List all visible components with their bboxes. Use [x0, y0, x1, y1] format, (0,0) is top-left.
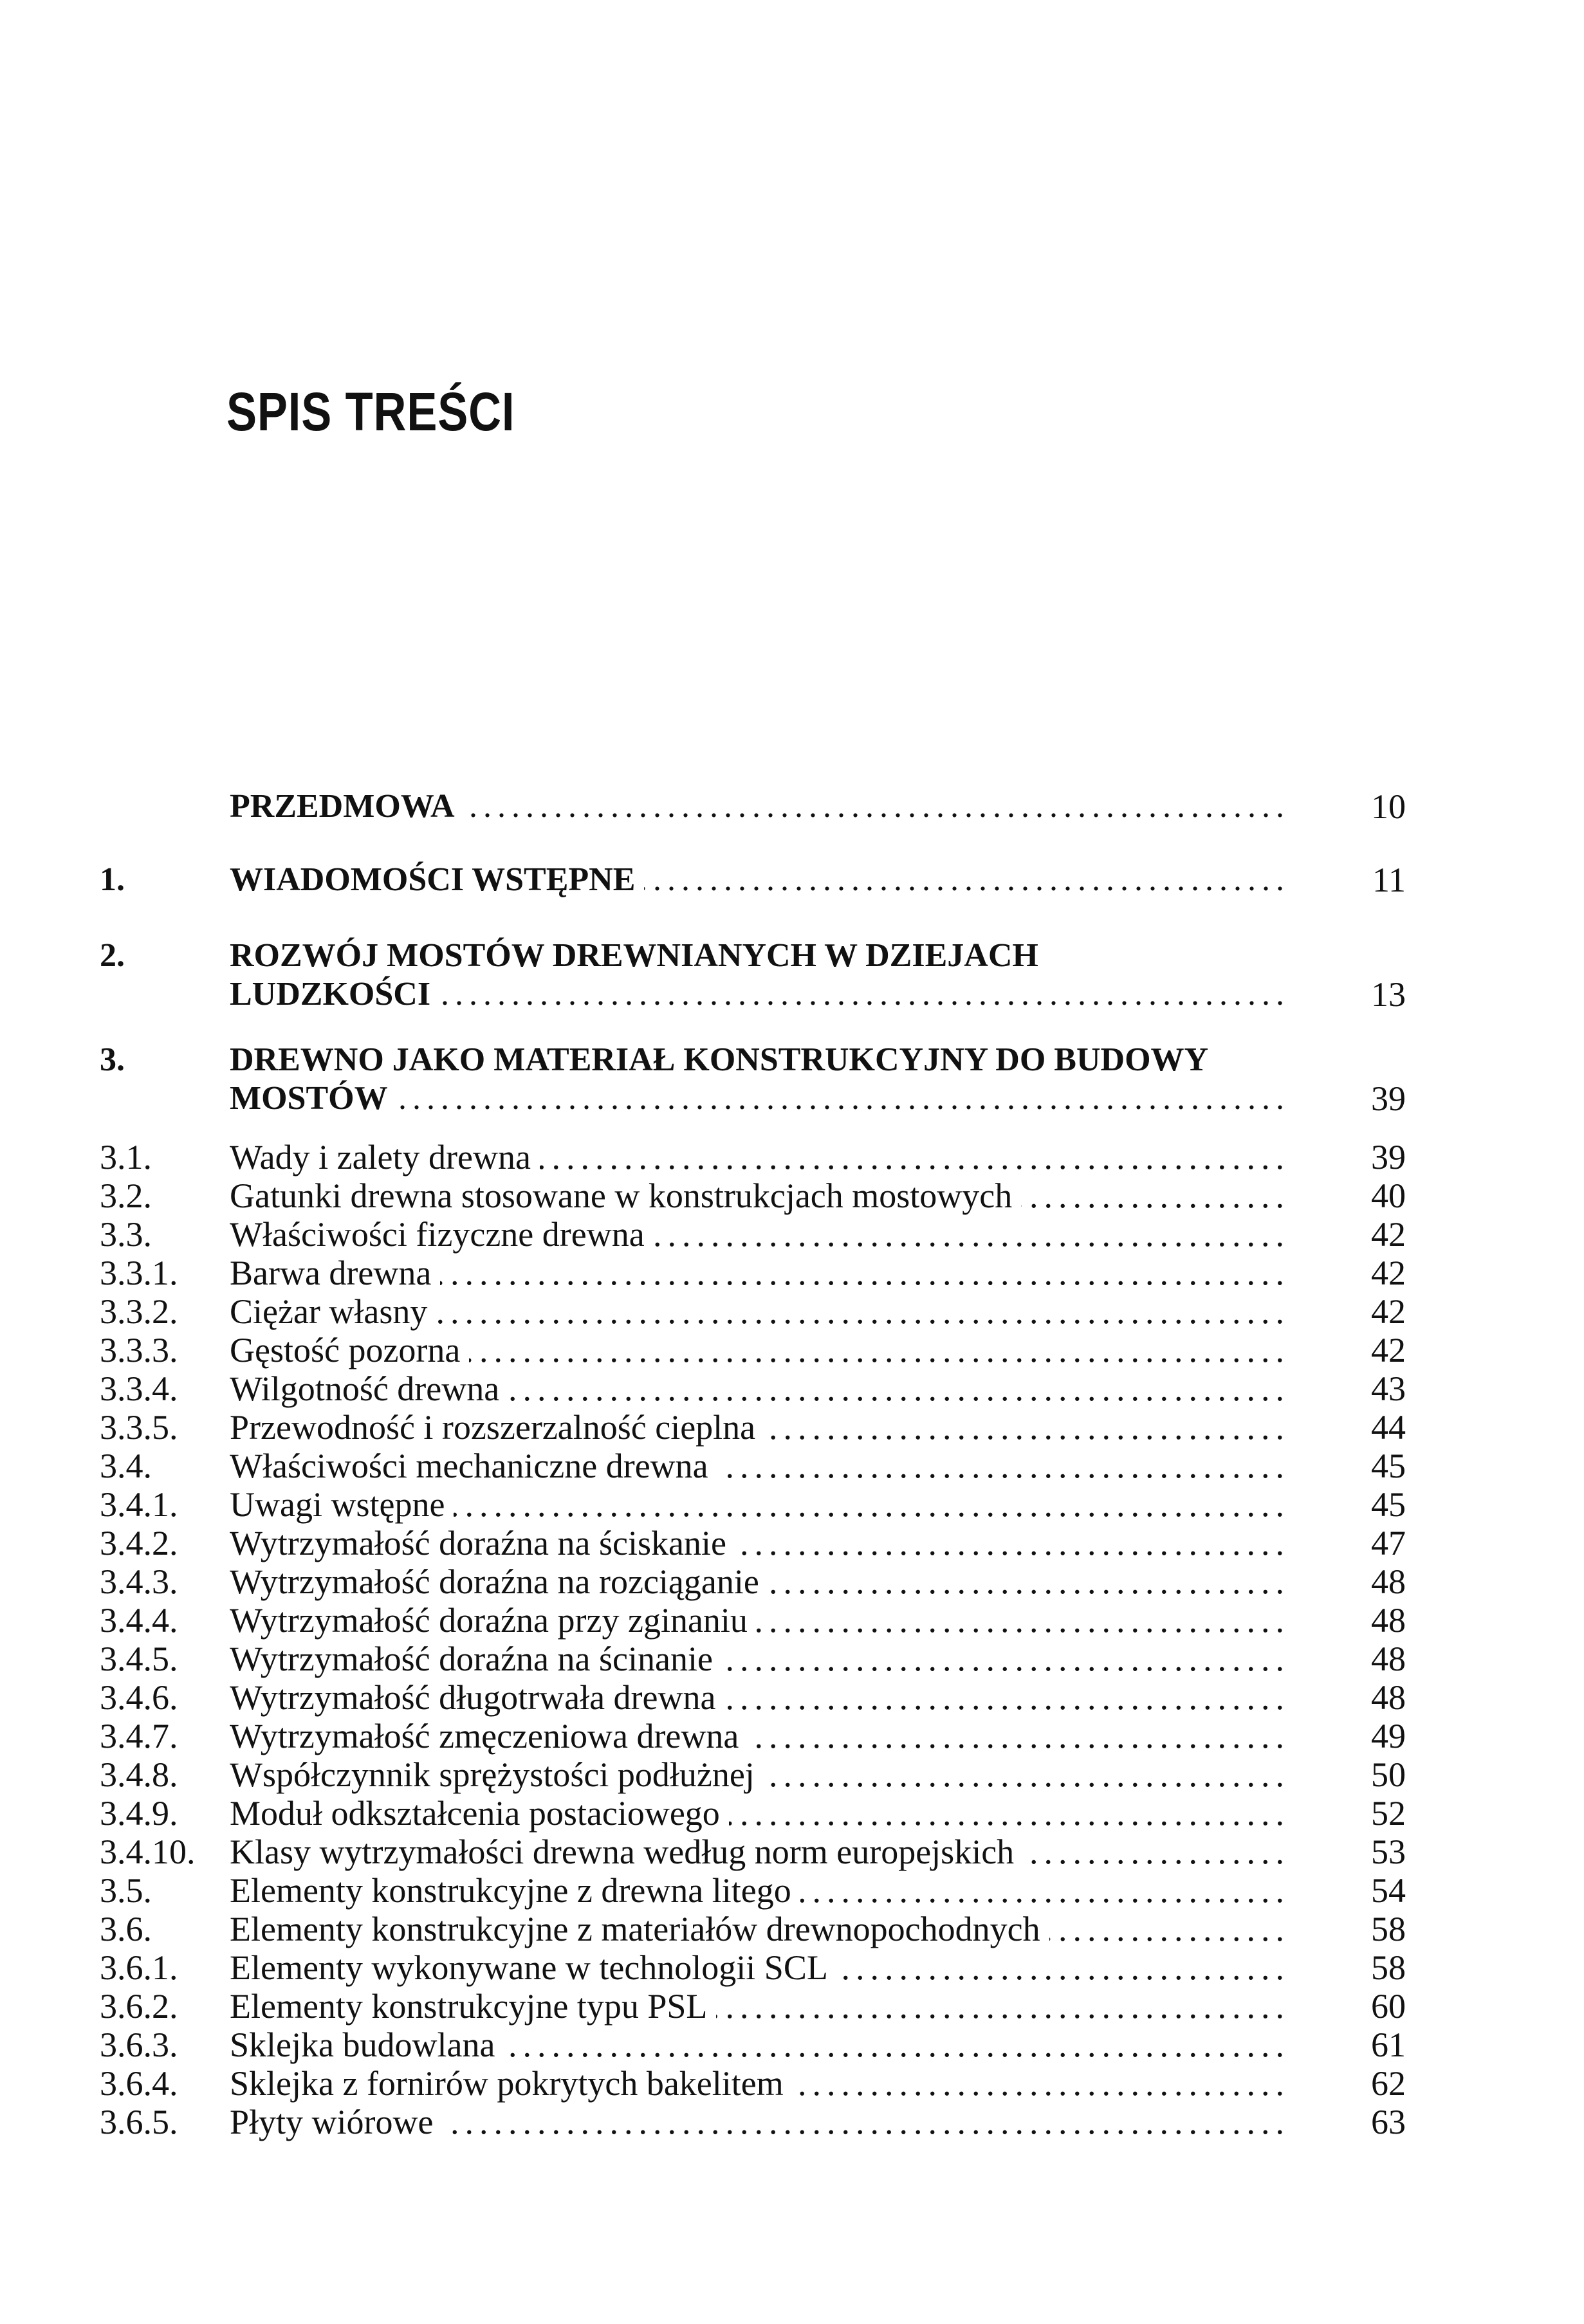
dot-leader [1049, 1910, 1290, 1948]
toc-entry-title [230, 2026, 1290, 2064]
toc-entry-label: PRZEDMOWA [230, 788, 455, 825]
toc-entry-title [230, 1640, 1290, 1678]
toc-entry-title [230, 1485, 1290, 1524]
toc-entry-number: 3.4.8. [100, 1755, 178, 1794]
toc-entry-number: 1. [100, 861, 125, 898]
toc-entry-number: 3.2. [100, 1176, 152, 1215]
toc-entry[interactable] [100, 861, 1406, 899]
toc-entry[interactable] [100, 1215, 1406, 1254]
toc-entry[interactable] [100, 1485, 1406, 1524]
toc-entry-page: 11 [1372, 861, 1406, 899]
toc-entry-page [1309, 1041, 1406, 1079]
toc-entry[interactable] [100, 1408, 1406, 1447]
toc-entry[interactable] [100, 1138, 1406, 1176]
toc-entry-page: 39 [1371, 1079, 1406, 1118]
toc-entry[interactable] [100, 1176, 1406, 1215]
dot-leader [439, 975, 1290, 1014]
toc-entry-page: 40 [1371, 1176, 1406, 1215]
toc-entry[interactable] [100, 1254, 1406, 1292]
page-title: SPIS TREŚCI [226, 381, 515, 442]
toc-entry-title [230, 1079, 1290, 1118]
toc-entry-label: Uwagi wstępne [230, 1485, 445, 1524]
toc-entry-label: Współczynnik sprężystości podłużnej [230, 1755, 755, 1794]
toc-entry[interactable] [100, 1833, 1406, 1871]
toc-entry-page: 54 [1371, 1871, 1406, 1910]
toc-entry-label: Gatunki drewna stosowane w konstrukcjach mostowych [230, 1176, 1013, 1215]
toc-entry-page: 45 [1371, 1447, 1406, 1485]
toc-entry-label: Przewodność i rozszerzalność cieplna [230, 1408, 756, 1447]
toc-entry-page: 48 [1371, 1678, 1406, 1717]
toc-entry[interactable] [100, 1678, 1406, 1717]
dot-leader [469, 1331, 1290, 1369]
toc-entry-page: 62 [1371, 2064, 1406, 2103]
toc-entry[interactable] [100, 1948, 1406, 1987]
toc-entry-title [230, 1408, 1290, 1447]
toc-entry[interactable] [100, 1079, 1406, 1118]
toc-entry-label: Właściwości mechaniczne drewna [230, 1447, 708, 1485]
toc-entry-page: 42 [1371, 1292, 1406, 1331]
toc-entry-title [230, 1833, 1290, 1871]
toc-entry-number: 3.4.9. [100, 1794, 178, 1833]
toc-entry-title [230, 1369, 1290, 1408]
dot-leader [764, 1755, 1290, 1794]
toc-entry-label: WIADOMOŚCI WSTĘPNE [230, 861, 636, 898]
toc-entry-number: 3.6.2. [100, 1987, 178, 2026]
dot-leader [764, 1408, 1290, 1447]
dot-leader [654, 1215, 1290, 1254]
toc-entry-page: 58 [1371, 1948, 1406, 1987]
toc-entry-label: Wady i zalety drewna [230, 1138, 531, 1176]
toc-entry-title [230, 1794, 1290, 1833]
toc-entry[interactable] [100, 1640, 1406, 1678]
toc-entry-page: 47 [1371, 1524, 1406, 1562]
toc-entry-label: Wilgotność drewna [230, 1369, 500, 1408]
toc-entry-label: Klasy wytrzymałości drewna według norm europejskich [230, 1833, 1015, 1871]
toc-entry-page: 60 [1371, 1987, 1406, 2026]
toc-entry[interactable] [100, 1987, 1406, 2026]
toc-entry-number: 3.6.4. [100, 2064, 178, 2103]
toc-entry-label: Gęstość pozorna [230, 1331, 461, 1369]
toc-entry-label: Elementy konstrukcyjne z materiałów drewnopochodnych [230, 1910, 1040, 1948]
dot-leader [717, 1447, 1290, 1485]
toc-entry[interactable] [100, 1447, 1406, 1485]
toc-entry-page: 13 [1371, 975, 1406, 1014]
toc-entry-title [230, 1755, 1290, 1794]
dot-leader [1021, 1176, 1290, 1215]
toc-entry-number: 3.4.6. [100, 1678, 178, 1717]
dot-leader [716, 1987, 1290, 2026]
dot-leader [454, 1485, 1290, 1524]
toc-entry[interactable] [100, 2103, 1406, 2141]
toc-entry-label: Barwa drewna [230, 1254, 432, 1292]
toc-entry-page: 49 [1371, 1717, 1406, 1755]
toc-entry-number: 3.4.4. [100, 1601, 178, 1640]
toc-entry[interactable] [100, 1717, 1406, 1755]
toc-entry-title [230, 787, 1290, 826]
toc-entry-label: Elementy konstrukcyjne typu PSL [230, 1987, 708, 2026]
toc-entry-title [230, 2064, 1290, 2103]
dot-leader [464, 787, 1290, 826]
dot-leader [793, 2064, 1290, 2103]
toc-entry-title [230, 1041, 1290, 1079]
toc-entry-number: 3.4.1. [100, 1485, 178, 1524]
toc-entry-title [230, 1331, 1290, 1369]
dot-leader [540, 1138, 1290, 1176]
toc-entry-label: Moduł odkształcenia postaciowego [230, 1794, 720, 1833]
toc-entry-number: 3.4.7. [100, 1717, 178, 1755]
toc-entry-number: 3.3. [100, 1215, 152, 1254]
toc-entry-page: 42 [1371, 1331, 1406, 1369]
toc-entry[interactable] [100, 937, 1406, 975]
toc-entry[interactable] [100, 1524, 1406, 1562]
toc-entry[interactable] [100, 2026, 1406, 2064]
toc-entry-page: 48 [1371, 1640, 1406, 1678]
toc-entry-page: 52 [1371, 1794, 1406, 1833]
toc-entry-title [230, 1524, 1290, 1562]
toc-entry[interactable] [100, 2064, 1406, 2103]
toc-entry-page: 50 [1371, 1755, 1406, 1794]
dot-leader [443, 2103, 1291, 2141]
dot-leader [436, 1292, 1290, 1331]
toc-entry-page [1309, 937, 1406, 975]
toc-entry-title [230, 1254, 1290, 1292]
toc-entry-label: Sklejka budowlana [230, 2026, 495, 2064]
toc-entry-label: Wytrzymałość długotrwała drewna [230, 1678, 716, 1717]
toc-entry-number: 3.6.1. [100, 1948, 178, 1987]
toc-entry-number: 2. [100, 937, 125, 974]
toc-entry-number: 3.3.3. [100, 1331, 178, 1369]
toc-entry-label: Wytrzymałość doraźna na ścinanie [230, 1640, 713, 1678]
toc-entry-page: 53 [1371, 1833, 1406, 1871]
toc-entry[interactable] [100, 1871, 1406, 1910]
toc-entry-page: 43 [1371, 1369, 1406, 1408]
toc-entry-number: 3.3.2. [100, 1292, 178, 1331]
toc-entry-number: 3.3.1. [100, 1254, 178, 1292]
dot-leader [800, 1871, 1290, 1910]
toc-entry-title [230, 1215, 1290, 1254]
toc-entry-label: Właściwości fizyczne drewna [230, 1215, 645, 1254]
toc-entry-title [230, 1948, 1290, 1987]
toc-entry-label: Sklejka z fornirów pokrytych bakelitem [230, 2064, 784, 2103]
table-of-contents [100, 787, 1406, 2141]
toc-entry-label: Wytrzymałość doraźna na ściskanie [230, 1524, 726, 1562]
toc-entry[interactable] [100, 1794, 1406, 1833]
dot-leader [397, 1079, 1290, 1118]
toc-entry-title [230, 1717, 1290, 1755]
toc-entry-label: Ciężar własny [230, 1292, 428, 1331]
toc-entry-label: Wytrzymałość doraźna przy zginaniu [230, 1601, 748, 1640]
toc-entry[interactable] [100, 1601, 1406, 1640]
dot-leader [768, 1562, 1290, 1601]
toc-entry-label: Elementy konstrukcyjne z drewna litego [230, 1871, 791, 1910]
toc-entry[interactable] [100, 1369, 1406, 1408]
toc-entry-title [230, 1601, 1290, 1640]
toc-entry-page: 48 [1371, 1601, 1406, 1640]
toc-entry[interactable] [100, 1041, 1406, 1079]
toc-entry-number: 3.4.2. [100, 1524, 178, 1562]
toc-entry-page: 63 [1371, 2103, 1406, 2141]
toc-entry-title [230, 1176, 1290, 1215]
toc-entry-title [230, 1292, 1290, 1331]
dot-leader [729, 1794, 1290, 1833]
toc-entry-number: 3.6. [100, 1910, 152, 1948]
toc-entry-page: 42 [1371, 1215, 1406, 1254]
toc-entry-page: 45 [1371, 1485, 1406, 1524]
toc-entry-number: 3.4.3. [100, 1562, 178, 1601]
toc-entry-label: Wytrzymałość doraźna na rozciąganie [230, 1562, 759, 1601]
toc-entry-number: 3.4. [100, 1447, 152, 1485]
toc-entry-title [230, 1987, 1290, 2026]
toc-entry-label: Płyty wiórowe [230, 2103, 434, 2141]
toc-entry-label: Elementy wykonywane w technologii SCL [230, 1948, 828, 1987]
dot-leader [735, 1524, 1290, 1562]
toc-entry-title [230, 1871, 1290, 1910]
toc-entry-title [230, 861, 1290, 899]
toc-entry[interactable] [100, 1292, 1406, 1331]
toc-entry[interactable] [100, 1562, 1406, 1601]
toc-entry-page: 39 [1371, 1138, 1406, 1176]
toc-entry[interactable] [100, 1755, 1406, 1794]
toc-entry-number: 3. [100, 1041, 125, 1078]
toc-entry[interactable] [100, 787, 1406, 826]
toc-entry-title [230, 2103, 1290, 2141]
toc-entry-label: ROZWÓJ MOSTÓW DREWNIANYCH W DZIEJACH [230, 937, 1038, 974]
toc-entry-number: 3.5. [100, 1871, 152, 1910]
dot-leader [748, 1717, 1290, 1755]
toc-entry-page: 48 [1371, 1562, 1406, 1601]
toc-entry-title [230, 975, 1290, 1014]
toc-entry-number [100, 1079, 230, 1118]
toc-entry-label: LUDZKOŚCI [230, 976, 431, 1012]
toc-entry-title [230, 937, 1290, 975]
dot-leader [837, 1948, 1290, 1987]
toc-entry-page: 10 [1371, 787, 1406, 826]
toc-entry-number [100, 975, 230, 1014]
toc-entry-number: 3.1. [100, 1138, 152, 1176]
toc-entry-label: MOSTÓW [230, 1080, 388, 1117]
toc-entry-label: Wytrzymałość zmęczeniowa drewna [230, 1717, 739, 1755]
dot-leader [508, 1369, 1290, 1408]
toc-entry-page: 58 [1371, 1910, 1406, 1948]
toc-entry-title [230, 1138, 1290, 1176]
toc-entry-page: 44 [1371, 1408, 1406, 1447]
toc-entry-page: 61 [1371, 2026, 1406, 2064]
toc-entry-title [230, 1562, 1290, 1601]
toc-entry-number: 3.4.10. [100, 1833, 196, 1871]
toc-entry-title [230, 1678, 1290, 1717]
toc-entry[interactable] [100, 975, 1406, 1014]
dot-leader [440, 1254, 1290, 1292]
toc-entry-number: 3.6.3. [100, 2026, 178, 2064]
dot-leader [757, 1601, 1290, 1640]
dot-leader [722, 1640, 1290, 1678]
toc-entry-number: 3.4.5. [100, 1640, 178, 1678]
toc-entry-number: 3.6.5. [100, 2103, 178, 2141]
toc-entry-number [100, 787, 230, 826]
toc-entry[interactable] [100, 1910, 1406, 1948]
toc-entry-title [230, 1447, 1290, 1485]
toc-entry[interactable] [100, 1331, 1406, 1369]
toc-entry-page: 42 [1371, 1254, 1406, 1292]
toc-entry-label: DREWNO JAKO MATERIAŁ KONSTRUKCYJNY DO BUDOWY [230, 1041, 1209, 1078]
toc-entry-title [230, 1910, 1290, 1948]
toc-entry-number: 3.3.4. [100, 1369, 178, 1408]
dot-leader [724, 1678, 1290, 1717]
toc-entry-number: 3.3.5. [100, 1408, 178, 1447]
dot-leader [504, 2026, 1290, 2064]
dot-leader [1023, 1833, 1290, 1871]
dot-leader [644, 861, 1290, 899]
